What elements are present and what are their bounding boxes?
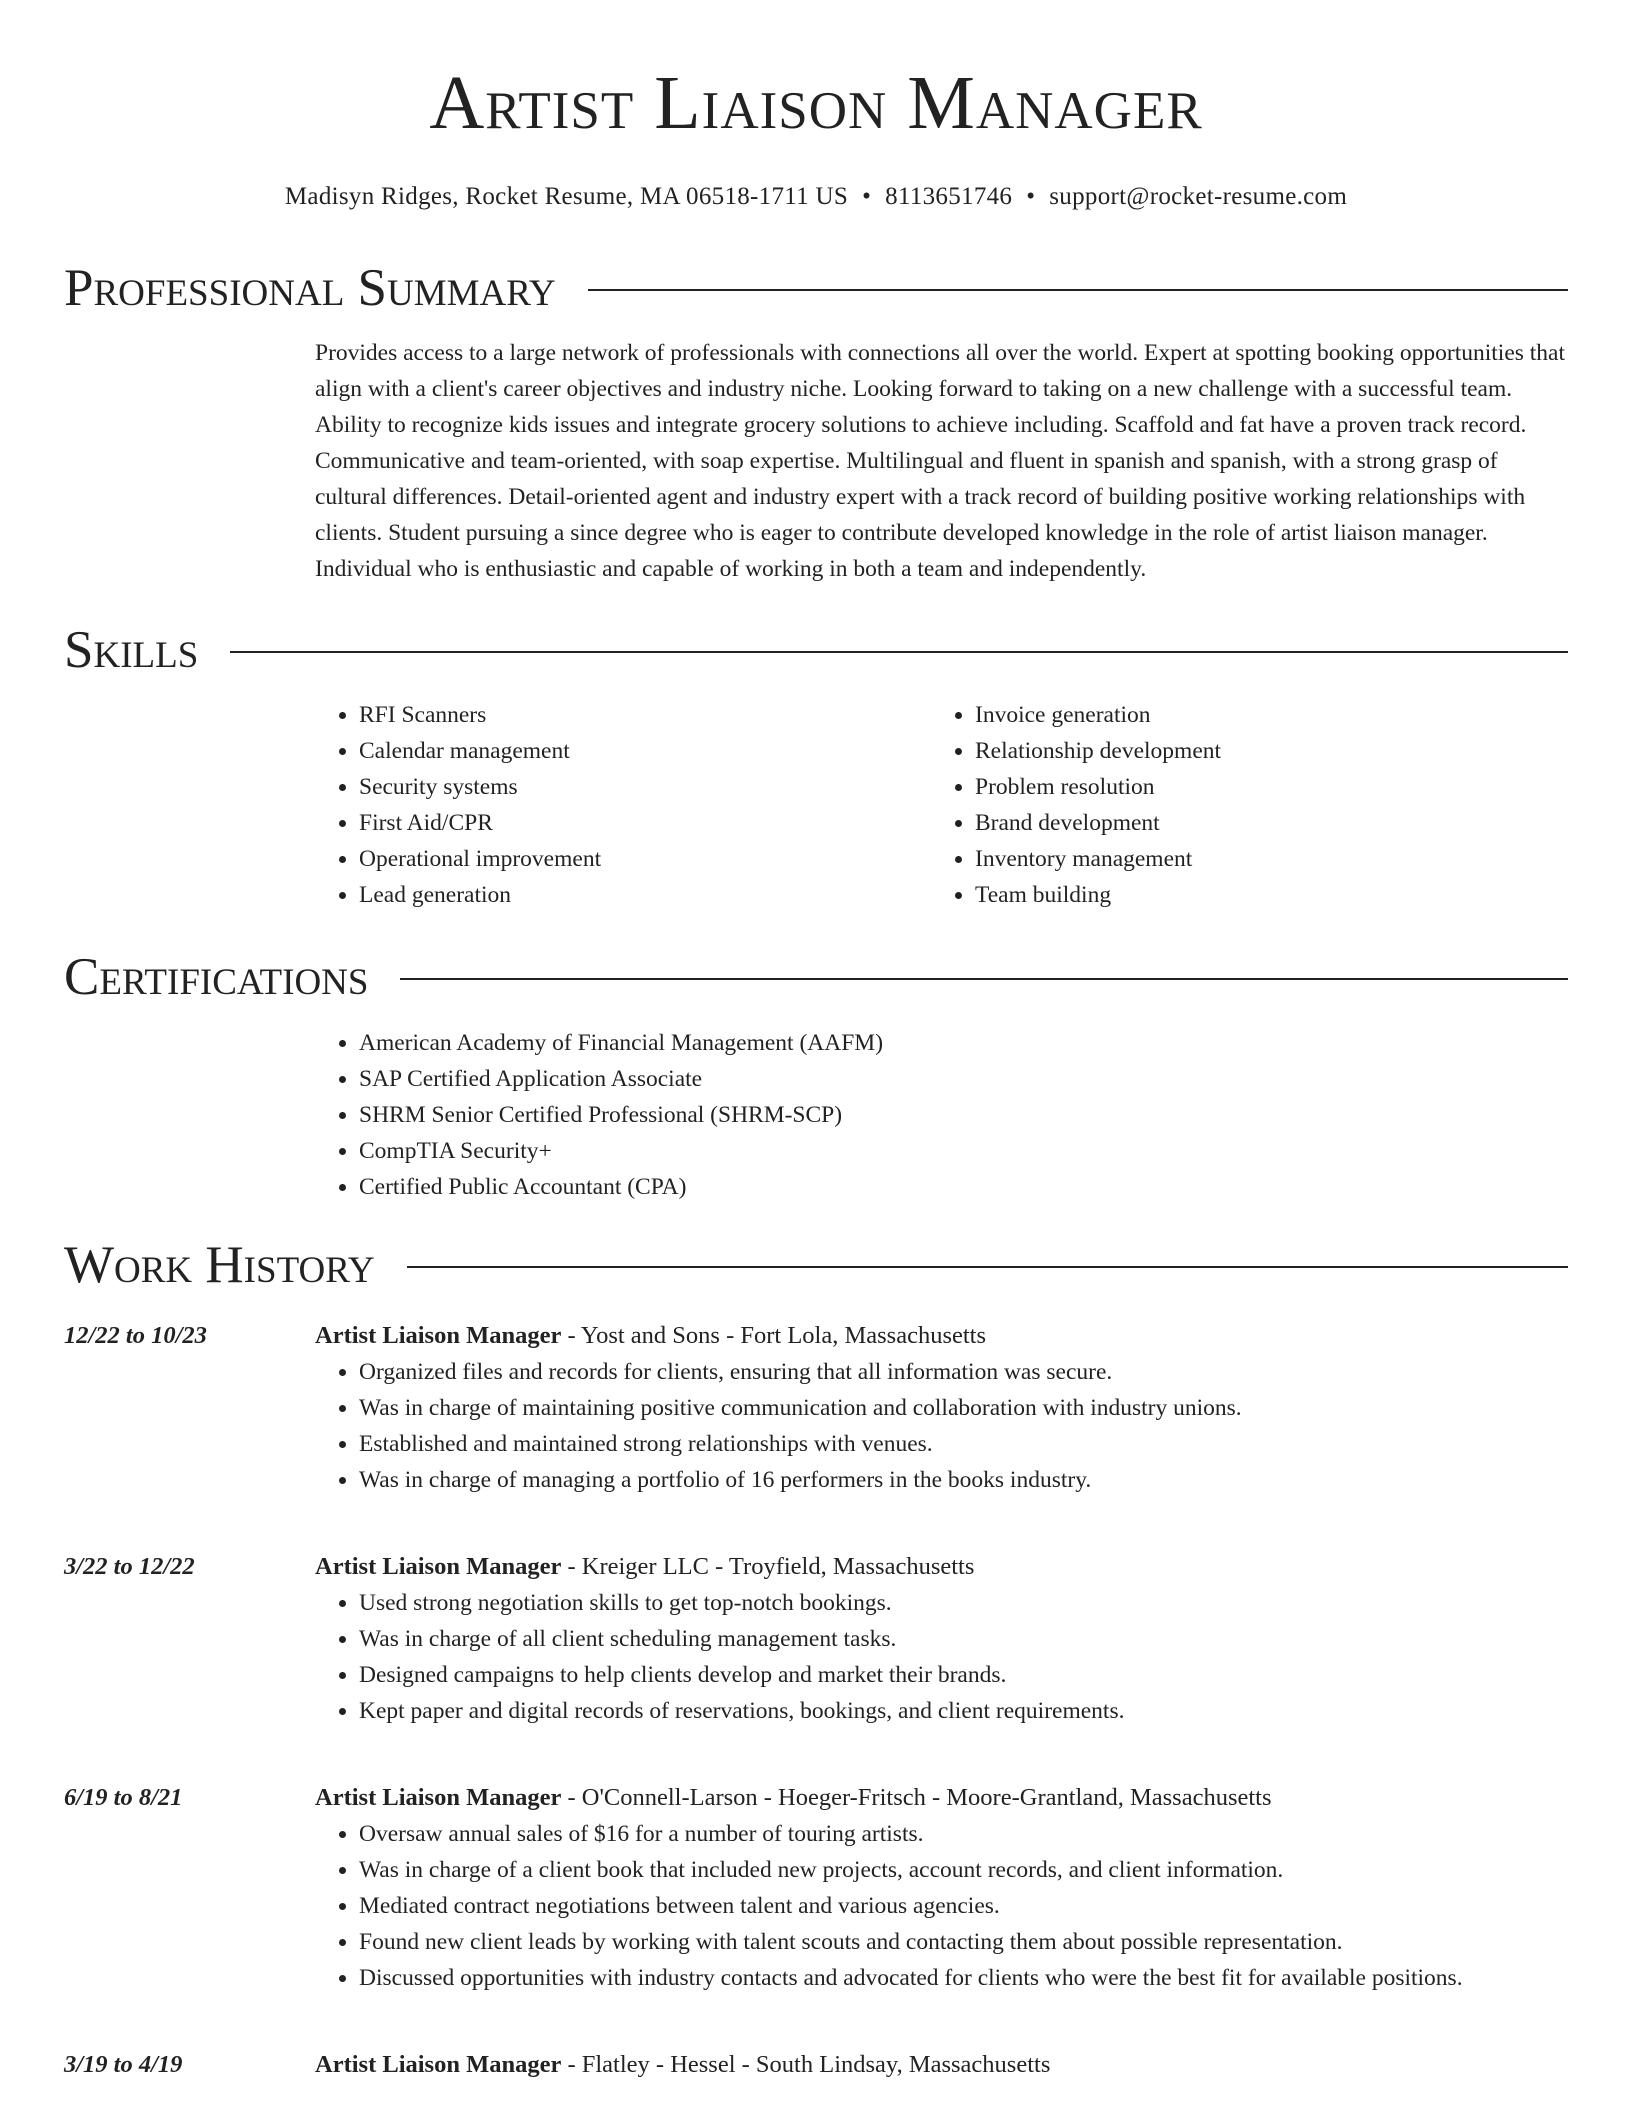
section-title: Work History bbox=[64, 1236, 375, 1294]
section-heading-work-history bbox=[64, 1233, 1568, 1297]
job-title: Artist Liaison Manager bbox=[315, 1784, 562, 1811]
skills-column-left bbox=[315, 697, 931, 913]
job-dates: 3/19 to 4/19 bbox=[64, 2051, 183, 2078]
certification-item: • SHRM Senior Certified Professional (SHRM-SCP) bbox=[359, 1097, 1568, 1133]
job-title: Artist Liaison Manager bbox=[315, 1553, 562, 1580]
job-header bbox=[64, 2047, 1568, 2083]
job-title-line bbox=[315, 1318, 986, 1354]
summary-body bbox=[315, 335, 1568, 587]
section-title: Skills bbox=[64, 621, 199, 679]
job-entry bbox=[64, 1780, 1568, 1996]
skills-column-right bbox=[931, 697, 1547, 913]
skill-item: • Lead generation bbox=[359, 877, 931, 913]
skill-item: • Invoice generation bbox=[975, 697, 1547, 733]
skills-list bbox=[315, 697, 1568, 913]
job-bullets bbox=[315, 1816, 1568, 1996]
skills-right-list bbox=[931, 697, 1547, 913]
job-bullet: • Oversaw annual sales of $16 for a number of touring artists. bbox=[359, 1816, 1568, 1852]
certification-item: • Certified Public Accountant (CPA) bbox=[359, 1169, 1568, 1205]
section-heading-summary bbox=[64, 256, 1568, 320]
job-title-line bbox=[315, 2047, 1050, 2083]
job-entry bbox=[64, 2047, 1568, 2083]
job-header bbox=[64, 1780, 1568, 1816]
skill-item: • Operational improvement bbox=[359, 841, 931, 877]
skill-item: • Relationship development bbox=[975, 733, 1547, 769]
certifications-list bbox=[315, 1025, 1568, 1205]
job-bullet: • Was in charge of maintaining positive communication and collaboration with industry unions. bbox=[359, 1390, 1568, 1426]
job-employer: - Flatley - Hessel - South Lindsay, Massachusetts bbox=[561, 2051, 1051, 2078]
page-title: Artist Liaison Manager bbox=[429, 61, 1203, 145]
job-bullet: • Was in charge of managing a portfolio of 16 performers in the books industry. bbox=[359, 1462, 1568, 1498]
skill-item: • Inventory management bbox=[975, 841, 1547, 877]
job-employer: - Yost and Sons - Fort Lola, Massachusetts bbox=[561, 1322, 987, 1349]
job-header bbox=[64, 1549, 1568, 1585]
contact-email: support@rocket-resume.com bbox=[1049, 183, 1348, 210]
job-bullet: • Established and maintained strong relationships with venues. bbox=[359, 1426, 1568, 1462]
section-divider bbox=[400, 978, 1568, 980]
job-bullet: • Designed campaigns to help clients develop and market their brands. bbox=[359, 1657, 1568, 1693]
section-title: Certifications bbox=[64, 948, 369, 1006]
job-bullet: • Discussed opportunities with industry contacts and advocated for clients who were the best fit for available positions. bbox=[359, 1960, 1568, 1996]
job-title: Artist Liaison Manager bbox=[315, 1322, 562, 1349]
job-bullet: • Mediated contract negotiations between talent and various agencies. bbox=[359, 1888, 1568, 1924]
skill-item: • Calendar management bbox=[359, 733, 931, 769]
job-bullet: • Was in charge of all client scheduling management tasks. bbox=[359, 1621, 1568, 1657]
contact-separator: • bbox=[862, 183, 872, 210]
job-title-line bbox=[315, 1780, 1272, 1816]
section-heading-skills bbox=[64, 618, 1568, 682]
job-bullet: • Organized files and records for clients, ensuring that all information was secure. bbox=[359, 1354, 1568, 1390]
job-bullets bbox=[315, 1354, 1568, 1498]
skill-item: • RFI Scanners bbox=[359, 697, 931, 733]
job-bullet: • Was in charge of a client book that included new projects, account records, and client information. bbox=[359, 1852, 1568, 1888]
certification-item: • SAP Certified Application Associate bbox=[359, 1061, 1568, 1097]
job-bullets bbox=[315, 1585, 1568, 1729]
certifications-body bbox=[315, 1025, 1568, 1205]
job-bullet: • Used strong negotiation skills to get top-notch bookings. bbox=[359, 1585, 1568, 1621]
certification-item: • American Academy of Financial Management (AAFM) bbox=[359, 1025, 1568, 1061]
skill-item: • Problem resolution bbox=[975, 769, 1547, 805]
job-entry bbox=[64, 1549, 1568, 1729]
skill-item: • Security systems bbox=[359, 769, 931, 805]
job-dates: 12/22 to 10/23 bbox=[64, 1322, 207, 1349]
job-bullet: • Found new client leads by working with talent scouts and contacting them about possible representation. bbox=[359, 1924, 1568, 1960]
contact-line bbox=[64, 182, 1568, 212]
skill-item: • Brand development bbox=[975, 805, 1547, 841]
job-employer: - Kreiger LLC - Troyfield, Massachusetts bbox=[561, 1553, 975, 1580]
job-dates: 3/22 to 12/22 bbox=[64, 1553, 195, 1580]
job-entry bbox=[64, 1318, 1568, 1498]
contact-separator: • bbox=[1026, 183, 1036, 210]
job-title-line bbox=[315, 1549, 974, 1585]
section-divider bbox=[230, 651, 1568, 653]
section-divider bbox=[588, 289, 1568, 291]
contact-address: Madisyn Ridges, Rocket Resume, MA 06518-1711 US bbox=[284, 183, 849, 210]
job-dates: 6/19 to 8/21 bbox=[64, 1784, 183, 1811]
section-heading-certifications bbox=[64, 945, 1568, 1009]
job-employer: - O'Connell-Larson - Hoeger-Fritsch - Moore-Grantland, Massachusetts bbox=[561, 1784, 1272, 1811]
certification-item: • CompTIA Security+ bbox=[359, 1133, 1568, 1169]
contact-phone: 8113651746 bbox=[885, 183, 1013, 210]
job-bullet: • Kept paper and digital records of reservations, bookings, and client requirements. bbox=[359, 1693, 1568, 1729]
skill-item: • Team building bbox=[975, 877, 1547, 913]
skills-left-list bbox=[315, 697, 931, 913]
section-title: Professional Summary bbox=[64, 259, 556, 317]
skill-item: • First Aid/CPR bbox=[359, 805, 931, 841]
job-header bbox=[64, 1318, 1568, 1354]
summary-text: Provides access to a large network of professionals with connections all over the world. Expert at spotting booking opportunities that align with a client's career objectives and industry niche. Looking forward to taking on a new challenge with a successful team. Ability to recognize kids issues and integrate grocery solutions to achieve including. Scaffold and fat have a proven track record. Communicative and team-oriented, with soap expertise. Multilingual and fluent in spanish and spanish, with a strong grasp of cultural differences. Detail-oriented agent and industry expert with a track record of building positive working relationships with clients. Student pursuing a since degree who is eager to contribute developed knowledge in the role of artist liaison manager. Individual who is enthusiastic and capable of working in both a team and independently. bbox=[315, 340, 1566, 582]
section-divider bbox=[407, 1266, 1568, 1268]
job-title: Artist Liaison Manager bbox=[315, 2051, 562, 2078]
